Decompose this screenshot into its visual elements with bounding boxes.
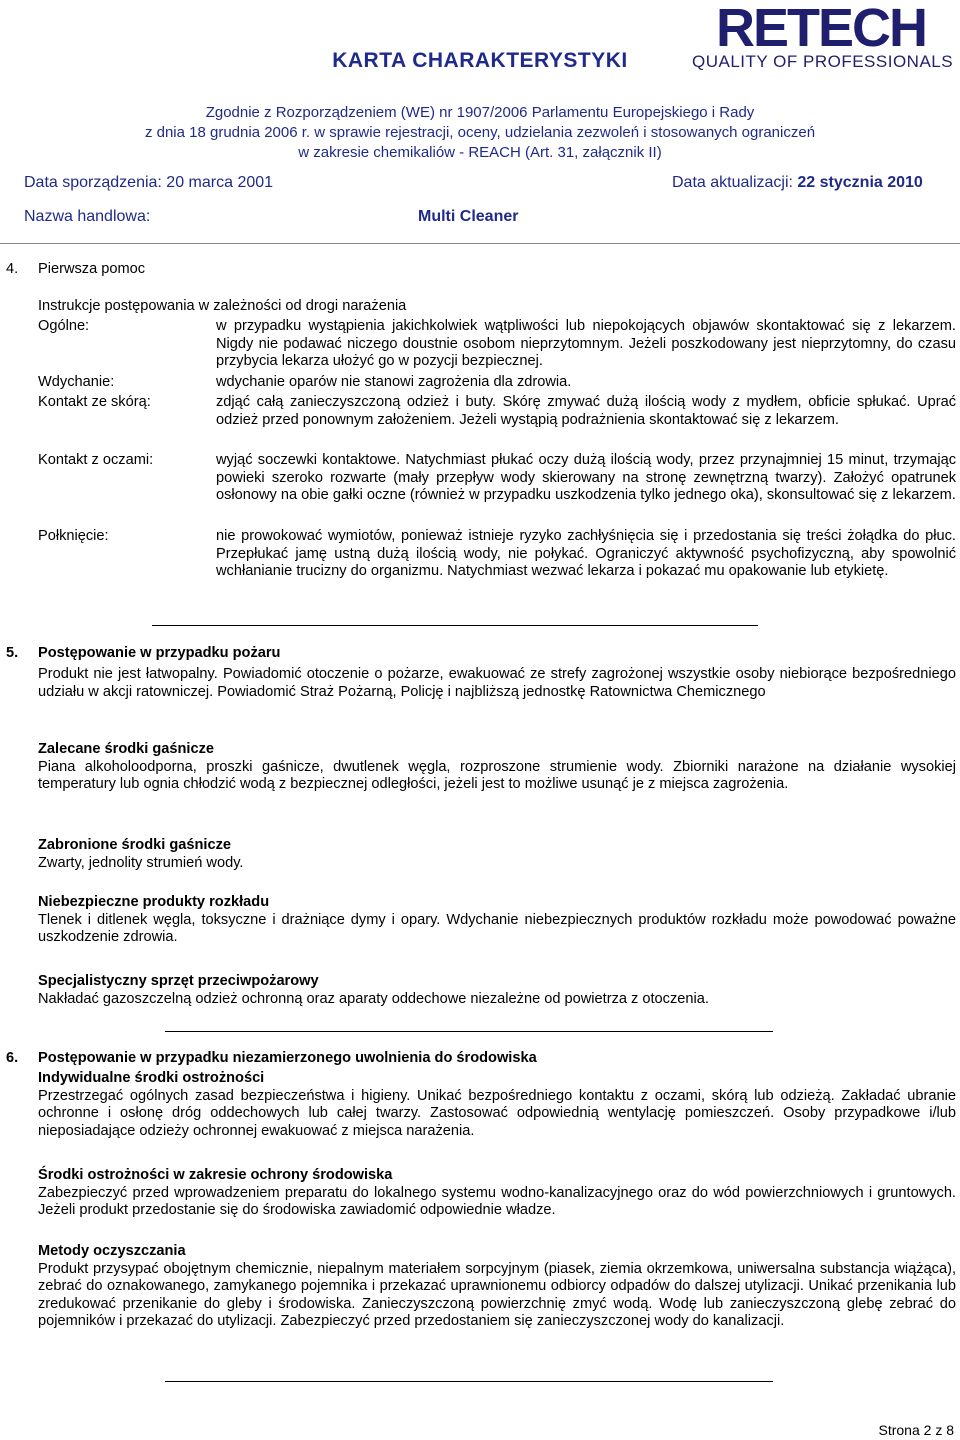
regulation-line-3: w zakresie chemikaliów - REACH (Art. 31, załącznik II) bbox=[298, 144, 662, 161]
section-6-title: Postępowanie w przypadku niezamierzonego uwolnienia do środowiska bbox=[38, 1050, 537, 1066]
firefighting-equipment-text: Nakładać gazoszczelną odzież ochronną oraz aparaty oddechowe niezależne od powietrza z otoczenia. bbox=[38, 990, 709, 1007]
text-general: w przypadku wystąpienia jakichkolwiek wątpliwości lub niepokojących objawów skontaktować się z lekarzem. Nigdy nie podawać niczego doustnie osobom nieprzytomnym. Jeżeli poszkodowany jest nieprzytomny, do czasu przybycia lekarza ułożyć go w pozycji bezpiecznej. bbox=[216, 318, 956, 370]
label-skin-contact: Kontakt ze skórą: bbox=[38, 394, 151, 410]
personal-precautions bbox=[38, 1070, 956, 1140]
section-5-number: 5. bbox=[6, 645, 19, 661]
section-5-title: Postępowanie w przypadku pożaru bbox=[38, 645, 281, 661]
date-updated-value: 22 stycznia 2010 bbox=[797, 174, 923, 191]
extinguishing-forbidden-text: Zwarty, jednolity strumień wody. bbox=[38, 854, 244, 871]
date-updated-label: Data aktualizacji: bbox=[672, 174, 793, 191]
cleanup-methods-text: Produkt przysypać obojętnym chemicznie, niepalnym materiałem sorpcyjnym (piasek, ziemia okrzemkowa, uniwersalna substancja wiążąca), zebrać do oznakowanego, zamykanego pojemnika i przekazać uprawnionemu odbiorcy odpadów do dalszej utylizacji. Unikać przenikania lub zredukować przenikanie do gleby i środowiska. Zanieczyszczoną powierzchnię zmyć wodą. Wodę lub zanieczyszczoną glebę zebrać do pojemników i przekazać do utylizacji. Zabezpieczyć przed przedostaniem się zanieczyszczonej wody do kanalizacji. bbox=[38, 1260, 956, 1330]
section-divider-6 bbox=[165, 1381, 773, 1382]
regulation-line-2: z dnia 18 grudnia 2006 r. w sprawie rejestracji, oceny, udzielania zezwoleń i stosowanych ograniczeń bbox=[144, 124, 816, 141]
label-inhalation: Wdychanie: bbox=[38, 374, 115, 390]
firefighting-equipment-heading: Specjalistyczny sprzęt przeciwpożarowy bbox=[38, 973, 319, 989]
section-4-title: Pierwsza pomoc bbox=[38, 261, 146, 277]
extinguishing-forbidden bbox=[38, 837, 956, 872]
text-skin-contact: zdjąć całą zanieczyszczoną odzież i buty. Skórę zmywać dużą ilością wody z mydłem, obficie spłukać. Uprać odzież przed ponownym założeniem. Jeżeli wystąpią podrażnienia skontaktować się z lekarzem. bbox=[216, 394, 956, 428]
trade-name-value: Multi Cleaner bbox=[418, 208, 519, 225]
environmental-precautions-text: Zabezpieczyć przed wprowadzeniem preparatu do lokalnego systemu wodno-kanalizacyjnego oraz do wód powierzchniowych i gruntowych. Jeżeli produkt przedostanie się do środowiska zawiadomić odpowiednie władze. bbox=[38, 1184, 956, 1219]
retech-logo-mark bbox=[686, 4, 956, 50]
environmental-precautions-heading: Środki ostrożności w zakresie ochrony środowiska bbox=[38, 1167, 393, 1183]
extinguishing-recommended-text: Piana alkoholoodporna, proszki gaśnicze, dwutlenek węgla, rozproszone strumienie wody. Zbiorniki narażone na działanie wysokiej temperatury lub ognia chłodzić wodą z bezpiecznej odległości, jeżeli jest to możliwe usunąć je z miejsca zagrożenia. bbox=[38, 758, 956, 793]
header-divider bbox=[0, 243, 960, 244]
date-updated bbox=[672, 174, 923, 192]
extinguishing-recommended-heading: Zalecane środki gaśnicze bbox=[38, 741, 215, 757]
label-ingestion: Połknięcie: bbox=[38, 528, 109, 544]
firefighting-equipment bbox=[38, 973, 956, 1008]
section-5-intro: Produkt nie jest łatwopalny. Powiadomić otoczenie o pożarze, ewakuować ze strefy zagrożonej wszystkie osoby niebiorące bezpośredniego udziału w akcji ratowniczej. Powiadomić Straż Pożarną, Policję i najbliższą jednostkę Ratownictwa Chemicznego bbox=[38, 666, 956, 700]
regulation-line-1: Zgodnie z Rozporządzeniem (WE) nr 1907/2006 Parlamentu Europejskiego i Rady bbox=[205, 104, 755, 121]
extinguishing-forbidden-heading: Zabronione środki gaśnicze bbox=[38, 837, 232, 853]
extinguishing-recommended bbox=[38, 741, 956, 794]
text-inhalation: wdychanie oparów nie stanowi zagrożenia dla zdrowia. bbox=[216, 374, 572, 390]
decomposition-products bbox=[38, 894, 956, 947]
cleanup-methods bbox=[38, 1243, 956, 1331]
logo-text: RETECH bbox=[715, 4, 927, 50]
decomposition-products-text: Tlenek i ditlenek węgla, toksyczne i drażniące dymy i opary. Wdychanie niebezpiecznych produktów rozkładu może powodować poważne uszkodzenie zdrowia. bbox=[38, 911, 956, 946]
label-general: Ogólne: bbox=[38, 318, 90, 334]
page-number: Strona 2 z 8 bbox=[878, 1422, 954, 1438]
logo-tagline: QUALITY OF PROFESSIONALS bbox=[692, 52, 954, 71]
personal-precautions-heading: Indywidualne środki ostrożności bbox=[38, 1070, 265, 1086]
cleanup-methods-heading: Metody oczyszczania bbox=[38, 1243, 186, 1259]
decomposition-products-heading: Niebezpieczne produkty rozkładu bbox=[38, 894, 270, 910]
label-eye-contact: Kontakt z oczami: bbox=[38, 452, 154, 468]
personal-precautions-text: Przestrzegać ogólnych zasad bezpieczeństwa i higieny. Unikać bezpośredniego kontaktu z oczami, skórą lub odzieżą. Zakładać ubranie ochronne i osłonę dróg oddechowych lub całej twarzy. Zastosować odpowiednią wentylację pomieszczeń. Osoby przypadkowe i/lub nieposiadające odzieży ochronnej ewakuować z miejsca narażenia. bbox=[38, 1087, 956, 1139]
date-created: Data sporządzenia: 20 marca 2001 bbox=[24, 174, 274, 191]
section-divider-4 bbox=[152, 625, 758, 626]
text-eye-contact: wyjąć soczewki kontaktowe. Natychmiast płukać oczy dużą ilością wody, przez przynajmniej 15 minut, trzymając powieki szeroko rozwarte (mały przepływ wody skierowany na stronę zewnętrzną twarzy). Założyć opatrunek osłonowy na obie gałki oczne (również w przypadku uszkodzenia tylko jednego oka), skonsultować się z lekarzem. bbox=[216, 452, 956, 504]
section-4-subtitle: Instrukcje postępowania w zależności od drogi narażenia bbox=[38, 298, 407, 314]
trade-name-label: Nazwa handlowa: bbox=[24, 208, 151, 225]
section-6-number: 6. bbox=[6, 1050, 19, 1066]
section-divider-5 bbox=[165, 1031, 773, 1032]
text-ingestion: nie prowokować wymiotów, ponieważ istnieje ryzyko zachłyśnięcia się i przedostania się treści żołądka do płuc. Przepłukać jamę ustną dużą ilością wody, nie połykać. Ograniczyć aktywność psychofizyczną, aby spowolnić wchłanianie trucizny do organizmu. Natychmiast wezwać lekarza i pokazać mu opakowanie lub etykietę. bbox=[216, 528, 956, 580]
environmental-precautions bbox=[38, 1167, 956, 1220]
section-4-number: 4. bbox=[6, 261, 19, 277]
document-title: KARTA CHARAKTERYSTYKI bbox=[332, 49, 628, 72]
